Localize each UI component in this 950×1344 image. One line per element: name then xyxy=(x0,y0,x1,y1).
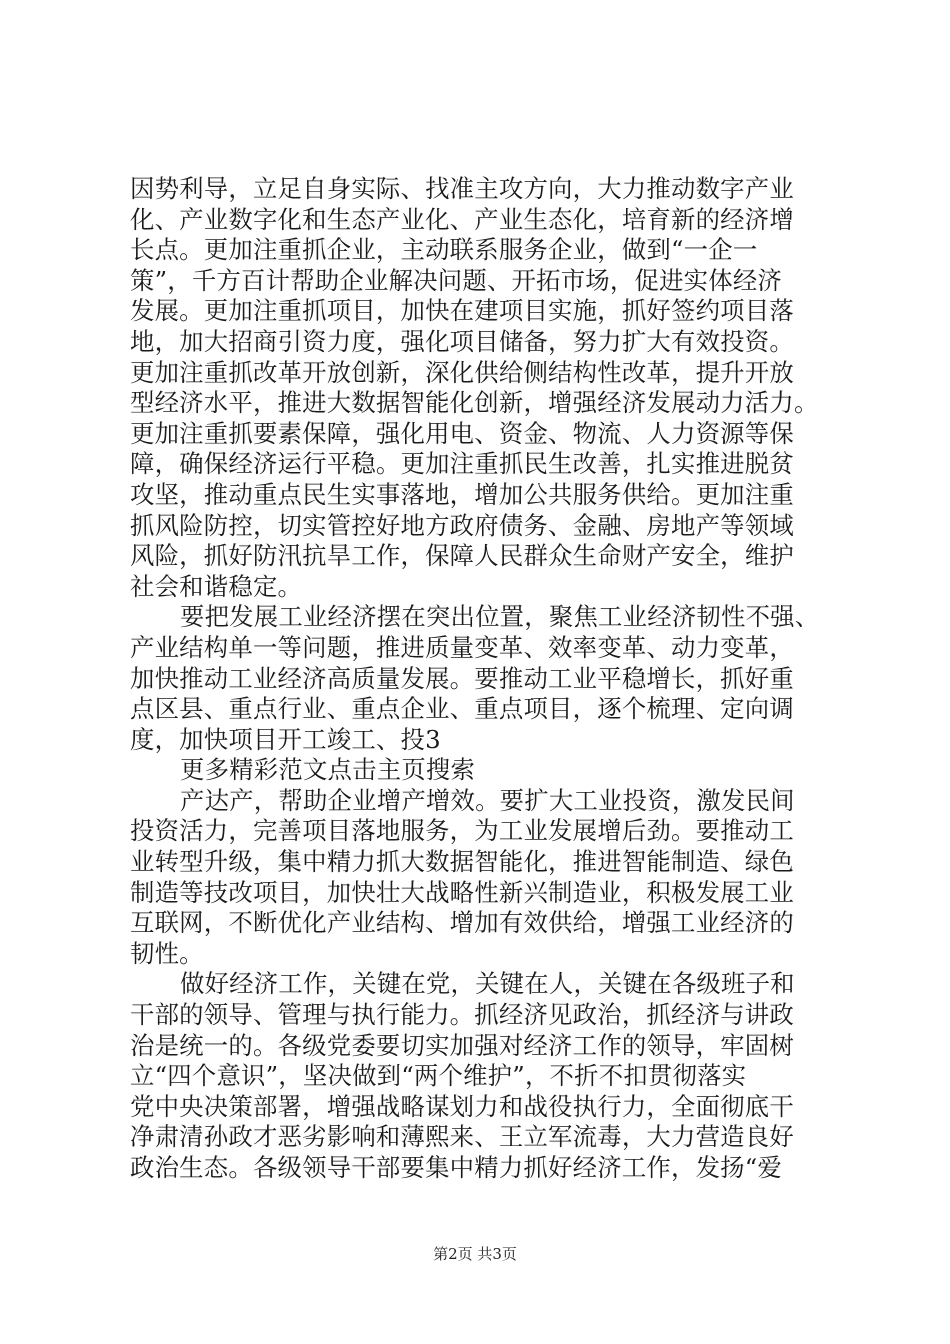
text-line: 风险，抓好防汛抗旱工作，保障人民群众生命财产安全，维护 xyxy=(130,541,794,571)
text-line: 抓风险防控，切实管控好地方政府债务、金融、房地产等领域 xyxy=(130,510,794,540)
text-line: 投资活力，完善项目落地服务，为工业发展增后劲。要推动工 xyxy=(130,816,794,846)
text-line: 更加注重抓改革开放创新，深化供给侧结构性改革，提升开放 xyxy=(130,357,794,387)
text-line: 化、产业数字化和生态产业化、产业生态化，培育新的经济增 xyxy=(130,204,794,234)
text-line: 立“四个意识”，坚决做到“两个维护”，不折不扣贯彻落实 xyxy=(130,1061,747,1091)
text-line: 型经济水平，推进大数据智能化创新，增强经济发展动力活力。 xyxy=(130,388,819,418)
paragraph-start-line: 要把发展工业经济摆在突出位置，聚焦工业经济韧性不强、 xyxy=(180,602,820,632)
text-line: 治是统一的。各级党委要切实加强对经济工作的领导，牢固树 xyxy=(130,1030,794,1060)
text-line: 互联网，不断优化产业结构、增加有效供给，增强工业经济的 xyxy=(130,908,794,938)
text-line: 长点。更加注重抓企业，主动联系服务企业，做到“一企一 xyxy=(130,235,758,265)
text-line: 韧性。 xyxy=(130,938,204,968)
body-text xyxy=(130,174,830,1184)
text-line: 净肃清孙政才恶劣影响和薄熙来、王立军流毒，大力营造良好 xyxy=(130,1122,794,1152)
text-line: 政治生态。各级领导干部要集中精力抓好经济工作，发扬“爱 xyxy=(130,1153,783,1182)
text-line: 因势利导，立足自身实际、找准主攻方向，大力推动数字产业 xyxy=(130,174,794,203)
text-line: 度，加快项目开工竣工、投3 xyxy=(130,724,441,754)
text-line: 更加注重抓要素保障，强化用电、资金、物流、人力资源等保 xyxy=(130,418,794,448)
text-line: 党中央决策部署，增强战略谋划力和战役执行力，全面彻底干 xyxy=(130,1091,794,1121)
text-line: 制造等技改项目，加快壮大战略性新兴制造业，积极发展工业 xyxy=(130,877,794,907)
text-line: 点区县、重点行业、重点企业、重点项目，逐个梳理、定向调 xyxy=(130,694,794,724)
text-line: 产业结构单一等问题，推进质量变革、效率变革、动力变革， xyxy=(130,632,794,662)
promo-line: 更多精彩范文点击主页搜索 xyxy=(180,755,476,785)
page-number-label: 第2页 共3页 xyxy=(433,1245,517,1263)
text-line: 攻坚，推动重点民生实事落地，增加公共服务供给。更加注重 xyxy=(130,479,794,509)
page-footer xyxy=(0,1244,950,1264)
text-line: 地，加大招商引资力度，强化项目储备，努力扩大有效投资。 xyxy=(130,326,794,356)
text-line: 干部的领导、管理与执行能力。抓经济见政治，抓经济与讲政 xyxy=(130,1000,794,1030)
text-line: 策”，千方百计帮助企业解决问题、开拓市场，促进实体经济 xyxy=(130,265,783,295)
paragraph-start-line: 产达产，帮助企业增产增效。要扩大工业投资，激发民间 xyxy=(180,785,795,815)
text-line: 加快推动工业经济高质量发展。要推动工业平稳增长，抓好重 xyxy=(130,663,794,693)
text-line: 障，确保经济运行平稳。更加注重抓民生改善，扎实推进脱贫 xyxy=(130,449,794,479)
text-line: 业转型升级，集中精力抓大数据智能化，推进智能制造、绿色 xyxy=(130,847,794,877)
paragraph-start-line: 做好经济工作，关键在党，关键在人，关键在各级班子和 xyxy=(180,969,795,999)
text-line: 社会和谐稳定。 xyxy=(130,571,303,601)
text-line: 发展。更加注重抓项目，加快在建项目实施，抓好签约项目落 xyxy=(130,296,794,326)
